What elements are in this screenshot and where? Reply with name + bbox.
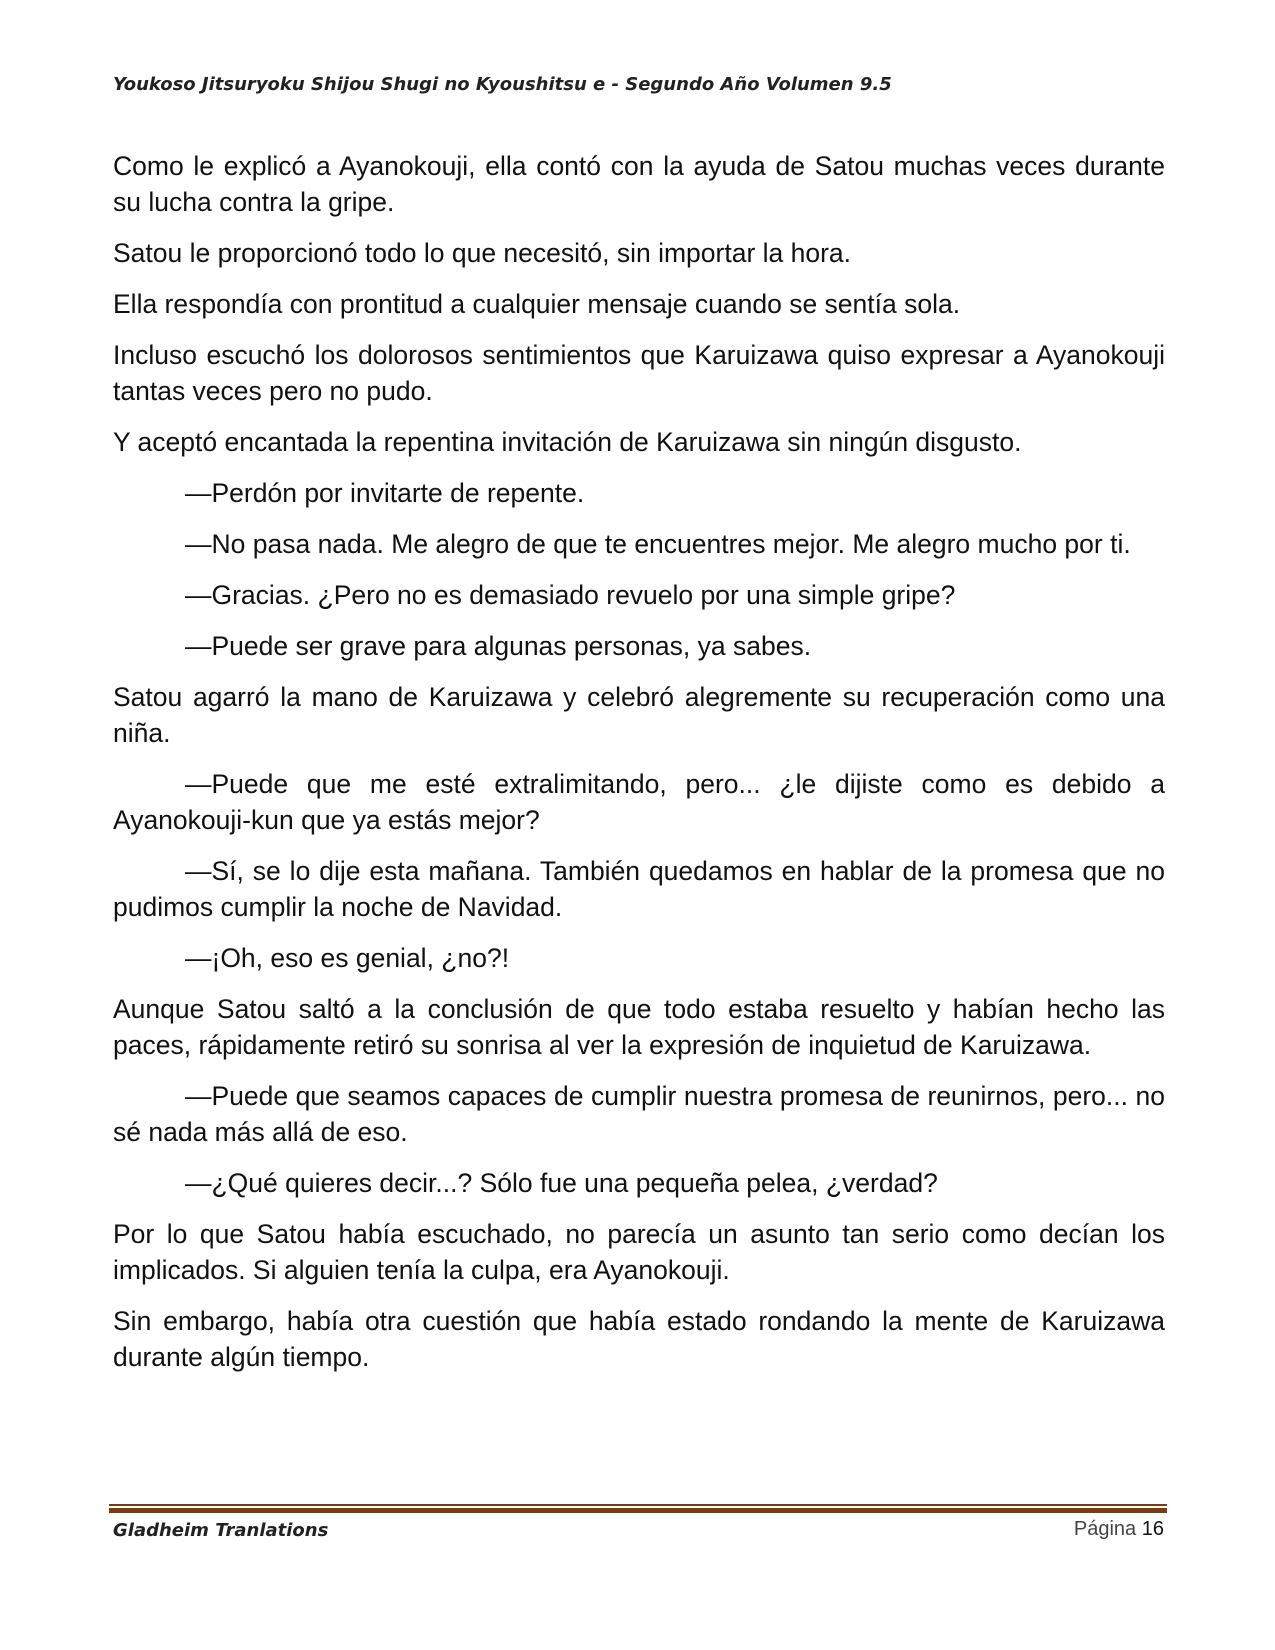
running-header: Youkoso Jitsuryoku Shijou Shugi no Kyoushitsu e - Segundo Año Volumen 9.5 (113, 74, 892, 95)
footer-credit: Gladheim Tranlations (113, 1520, 329, 1541)
paragraph: Satou le proporcionó todo lo que necesitó, sin importar la hora. (113, 238, 852, 268)
dialogue-line: —Sí, se lo dije esta mañana. También quedamos en hablar de la promesa que no pudimos cumplir la noche de Navidad. (113, 856, 1165, 922)
paragraph: Ella respondía con prontitud a cualquier mensaje cuando se sentía sola. (113, 289, 961, 319)
paragraph: Y aceptó encantada la repentina invitación de Karuizawa sin ningún disgusto. (113, 427, 1022, 457)
paragraph: Como le explicó a Ayanokouji, ella contó con la ayuda de Satou muchas veces durante su lucha contra la gripe. (113, 151, 1165, 217)
paragraph: Aunque Satou saltó a la conclusión de que todo estaba resuelto y habían hecho las paces, rápidamente retiró su sonrisa al ver la expresión de inquietud de Karuizawa. (113, 994, 1165, 1060)
dialogue-line: —¿Qué quieres decir...? Sólo fue una pequeña pelea, ¿verdad? (185, 1168, 938, 1198)
paragraph: Por lo que Satou había escuchado, no parecía un asunto tan serio como decían los implicados. Si alguien tenía la culpa, era Ayanokouji. (113, 1219, 1165, 1285)
dialogue-line: —Puede ser grave para algunas personas, ya sabes. (185, 631, 812, 661)
dialogue-line: —Puede que seamos capaces de cumplir nuestra promesa de reunirnos, pero... no sé nada más allá de eso. (113, 1081, 1165, 1147)
page-number-block (1074, 1518, 1164, 1541)
dialogue-line: —Perdón por invitarte de repente. (185, 478, 585, 508)
paragraph: Sin embargo, había otra cuestión que había estado rondando la mente de Karuizawa durante algún tiempo. (113, 1306, 1165, 1372)
dialogue-line: —Puede que me esté extralimitando, pero... ¿le dijiste como es debido a Ayanokouji-kun que ya estás mejor? (113, 769, 1165, 835)
page-label: Página (1073, 1518, 1137, 1540)
footer-divider-thick (109, 1508, 1167, 1513)
dialogue-line: —No pasa nada. Me alegro de que te encuentres mejor. Me alegro mucho por ti. (185, 529, 1131, 559)
dialogue-line: —¡Oh, eso es genial, ¿no?! (185, 943, 510, 973)
body-text (113, 148, 1165, 1390)
paragraph: Incluso escuchó los dolorosos sentimientos que Karuizawa quiso expresar a Ayanokouji tantas veces pero no pudo. (113, 340, 1165, 406)
dialogue-line: —Gracias. ¿Pero no es demasiado revuelo por una simple gripe? (185, 580, 956, 610)
footer-divider (109, 1504, 1167, 1513)
paragraph: Satou agarró la mano de Karuizawa y celebró alegremente su recuperación como una niña. (113, 682, 1165, 748)
footer-divider-thin (109, 1504, 1167, 1506)
page-number: 16 (1141, 1518, 1164, 1540)
